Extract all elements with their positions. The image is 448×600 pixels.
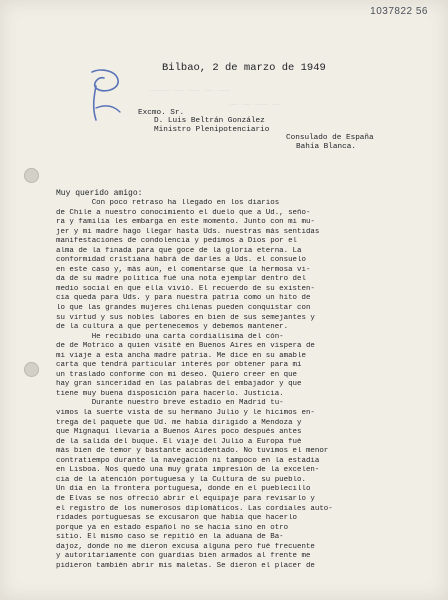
dateline: Bilbao, 2 de marzo de 1949 (162, 62, 326, 74)
body-line: conformidad cristiana habrá de darles a Uds. el consuelo (56, 256, 306, 265)
body-line: de la salida del buque. El viaje del Julio a Europa fué (56, 437, 302, 446)
recipient-city: Bahía Blanca. (296, 142, 356, 151)
body-line: más bien de temor y bastante accidentado. No tuvimos el menor (56, 447, 329, 456)
letter-body (56, 199, 414, 571)
recipient-consulate: Consulado de España (286, 134, 374, 143)
body-line: sitio. El mismo caso se repitió en la aduana de Ba- (56, 533, 284, 542)
greeting: Muy querido amigo: (56, 189, 143, 198)
handwritten-mark (80, 64, 140, 128)
recipient-address (138, 109, 374, 151)
body-line: Un día en la frontera portuguesa, donde en el pueblecillo (56, 485, 311, 494)
body-line: en este caso y, más aún, el comentarse que la hermosa vi- (56, 265, 311, 274)
body-line: trega del paquete que Ud. me había dirigido a Mendoza y (56, 418, 302, 427)
body-line: vimos la suerte vista de su hermano Julio y le hicimos en- (56, 409, 315, 418)
body-line: dajoz, donde no me dieron excusa alguna pero fué frecuente (56, 542, 315, 551)
body-line: de la cultura a que pertenecemos y debemos mantener. (56, 323, 289, 332)
body-line: He recibido una carta cordialísima del cón- (56, 332, 284, 341)
body-line: y autoritariamente con guardias bien armados al frente me (56, 552, 311, 561)
body-line: carta que tendrá particular interés por obtener para mí (56, 361, 302, 370)
body-line: de Elvas se nos ofreció abrir el equipaje para revisarlo y (56, 494, 315, 503)
body-line: manifestaciones de condolencia y pedimos a Dios por el (56, 237, 298, 246)
body-line: ridades portuguesas se excusaron que había que hacerlo (56, 514, 298, 523)
recipient-title: Excmo. Sr. (138, 109, 185, 117)
ink-bleed-through: ……… …… ……… …… …………… (150, 86, 230, 94)
archive-number: 1037822 56 (370, 6, 428, 17)
body-line: que Mignaqui llevaría a Buenos Aires poco después antes (56, 428, 302, 437)
body-line: hay gran sinceridad en las palabras del embajador y que (56, 380, 302, 389)
body-line: de de Motrico a quien visité en Buenos Aires en víspera de (56, 342, 315, 351)
body-line: da de su madre política fué una nota ejemplar dentro del (56, 275, 306, 284)
punch-hole (24, 168, 39, 183)
body-line: tiene muy buena disposición para hacerlo. Justicia. (56, 389, 284, 398)
body-line: de Chile a nuestro conocimiento el duelo que a Ud., seño- (56, 208, 311, 217)
body-line: pidieron también abrir mis maletas. Se dieron el placer de (56, 561, 315, 570)
recipient-office: Ministro Plenipotenciario (154, 125, 270, 134)
recipient-name: D. Luis Beltrán González (154, 117, 265, 126)
body-line: cia queda para Uds. y para nuestra patria como un hito de (56, 294, 311, 303)
body-line: el registro de los numerosos diplomáticos. Las cordiales auto- (56, 504, 333, 513)
body-line: jer y mi madre hago llegar hasta Uds. nuestras más sentidas (56, 227, 320, 236)
body-line: su virtud y sus nobles labores en bien de sus semejantes y (56, 313, 315, 322)
body-line: lo que las grandes mujeres chilenas pueden conquistar con (56, 304, 311, 313)
body-line: mi viaje a esta ancha madre patria. Me dice en su amable (56, 351, 306, 360)
body-line: cia de la atención portuguesa y la Cultura de su pueblo. (56, 475, 306, 484)
body-line: un traslado conforme con mi deseo. Quiero creer en que (56, 370, 298, 379)
punch-hole (24, 362, 39, 377)
body-line: Con poco retraso ha llegado en los diarios (56, 199, 280, 207)
body-line: Durante nuestro breve estadío en Madrid tu- (56, 399, 284, 408)
body-line: contratiempo durante la navegación ni tampoco en la estadía (56, 456, 320, 465)
body-line: en Lisboa. Nos quedó una muy grata impresión de la excelen- (56, 466, 320, 475)
ink-bleed-through: …… ……… …… …… (230, 100, 281, 108)
body-line: ra y familia les embarga en este momento. Junto con mi mu- (56, 218, 315, 227)
body-line: alma de la finada para que goce de la gloria eterna. La (56, 246, 302, 255)
body-line: medio social en que ella vivió. El recuerdo de su existen- (56, 284, 315, 293)
body-line: porque ya en estado español no se hacía sino en otro (56, 523, 289, 532)
